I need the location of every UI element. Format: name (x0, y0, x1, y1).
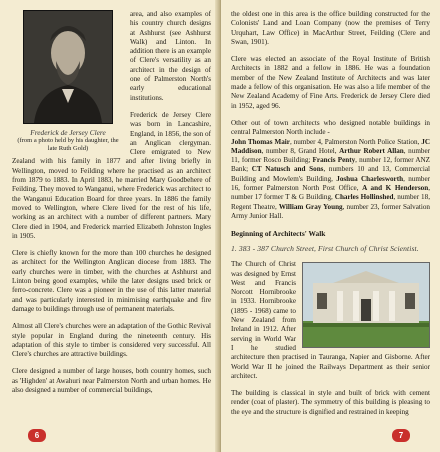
architect-name: Charles Hollinshed (334, 193, 394, 202)
church-image (303, 263, 429, 347)
architect-detail: , number 8, Grand Hotel, (261, 146, 340, 155)
architect-name: CT Natusch and Sons (251, 165, 324, 174)
architect-detail: , number 23, former Salvation Army Junior Hall. (231, 202, 430, 220)
architect-detail: , number 18, Regent Theatre, (231, 193, 430, 211)
left-paragraph-4: Almost all Clere's churches were an adaptation of the Gothic Revival style popular in England during the nineteenth century. His adaptation of this style to timber is considered very successful. All Clere's churches are attractive buildings. (12, 322, 211, 359)
architects-list (231, 119, 430, 221)
left-page (0, 0, 219, 452)
portrait-photo (23, 10, 113, 124)
church-photo (302, 262, 430, 348)
architect-name: A and K Henderson (362, 184, 429, 193)
right-paragraph-2: Clere was elected an associate of the Royal Institute of British Architects in 1882 and a fellow in 1886. He was a foundation member of the New Zealand Institute of Architects and was later made a fellow of this organisation. He was also a life member of the New Zealand Academy of Fine Arts. Frederick de Jersey Clere died in 1952, aged 96. (231, 55, 430, 110)
portrait-image (24, 11, 112, 123)
right-paragraph-4: The Church of Christ was designed by Ernst West and Francis Norcott Hornibrooke in 1933. Hornibrooke (1895 - 1968) came to New Zealand from Ireland in 1912. After serving in World War I he studied architecture then practised in Tauranga, Napier and Gisborne. After World War II he joined the Railways Department as their senior architect. (231, 260, 430, 380)
architect-name: JC Maddison (231, 137, 430, 155)
architect-name: Arthur Robert Allan (339, 146, 404, 155)
left-paragraph-3: Clere is chiefly known for the more than 100 churches he designed as architect for the Wellington Anglican diocese from 1883. The early churches were in timber, with the churches at Ashhurst and Linton being good examples, while the later designs used brick or ferro-concrete. Clere was a pioneer in the use of this latter material and was particularly interested in minimising earthquake and fire damage to buildings through use of permanent materials. (12, 249, 211, 313)
portrait-caption-source: (from a photo held by his daughter, the late Ruth Gold) (17, 137, 119, 153)
walk-subheading: 1. 383 - 387 Church Street, First Church of Christ Scientist. (231, 244, 419, 254)
architects-intro: Other out of town architects who designed notable buildings in central Palmerston North include - (231, 118, 430, 137)
architect-detail: , number 17 former T & G Building, (231, 184, 430, 202)
page-number-left: 6 (28, 429, 46, 442)
page-number-right: 7 (392, 429, 410, 442)
architect-name: John Thomas Mair (231, 137, 290, 146)
left-paragraph-1: area, and also examples of his country church designs at Ashhurst (see Ashhurst Walk) and Linton. In addition there is an example of Clere's versatility as an architect in the design of one of Palmerston North's early educational institutions. (130, 10, 211, 102)
architect-detail: , numbers 10 and 13, Commercial Building and Mowlem's Building, (231, 165, 430, 183)
right-page (221, 0, 440, 452)
right-paragraph-1: the oldest one in this area is the office building constructed for the Colonists' Land and Loan Company (now the premises of Terry Urquhart, Law Office) in MacArthur Street, Feilding (Clere and Swan, 1901). (231, 10, 430, 46)
left-paragraph-2: Frederick de Jersey Clere was born in Lancashire, England, in 1856, the son of an Anglican clergyman. Clere emigrated to New Zealand with his family in 1877 and after living briefly in Wellington, moved to Feilding where he practised as an architect from 1879 to 1883. In April 1883, he married Mary Goodbehere of Feilding. They moved to Wanganui, where Frederick was architect to the Wanganui Education Board for three years. In 1886 the family moved to Wellington, where Clere lived for the rest of his life, working as an architect with a number of different partners. Mary Clere died in 1904, and Frederick married Elizabeth Johnston Ingles in 1905. (12, 110, 211, 240)
walk-heading: Beginning of Architects' Walk (231, 229, 326, 239)
right-paragraph-5: The building is classical in style and built of brick with cement render (coat of plaster). The symmetry of this building is pleasing to the eye and the structure is dignified and restrained in keeping (231, 389, 430, 416)
architect-detail: , number 4, Palmerston North Police Station, (289, 137, 422, 146)
architect-name: Francis Penty (312, 156, 356, 165)
architect-detail: , number 12, former ANZ Bank; (231, 156, 431, 174)
portrait-figure (12, 10, 124, 153)
architect-detail: , number 16, former Palmerston North Post Office, (231, 174, 431, 193)
architect-detail: , number 11, former Rosco Building; (231, 146, 430, 165)
portrait-caption-name: Frederick de Jersey Clere (30, 128, 106, 137)
left-paragraph-5: Clere designed a number of large houses, both country homes, such as 'Highden' at Awahuri near Palmerston North and urban homes. He also designed a number of commercial buildings, (12, 367, 211, 394)
architect-name: Joshua Charlesworth (336, 174, 404, 183)
architect-name: William Gray Young (278, 202, 343, 211)
